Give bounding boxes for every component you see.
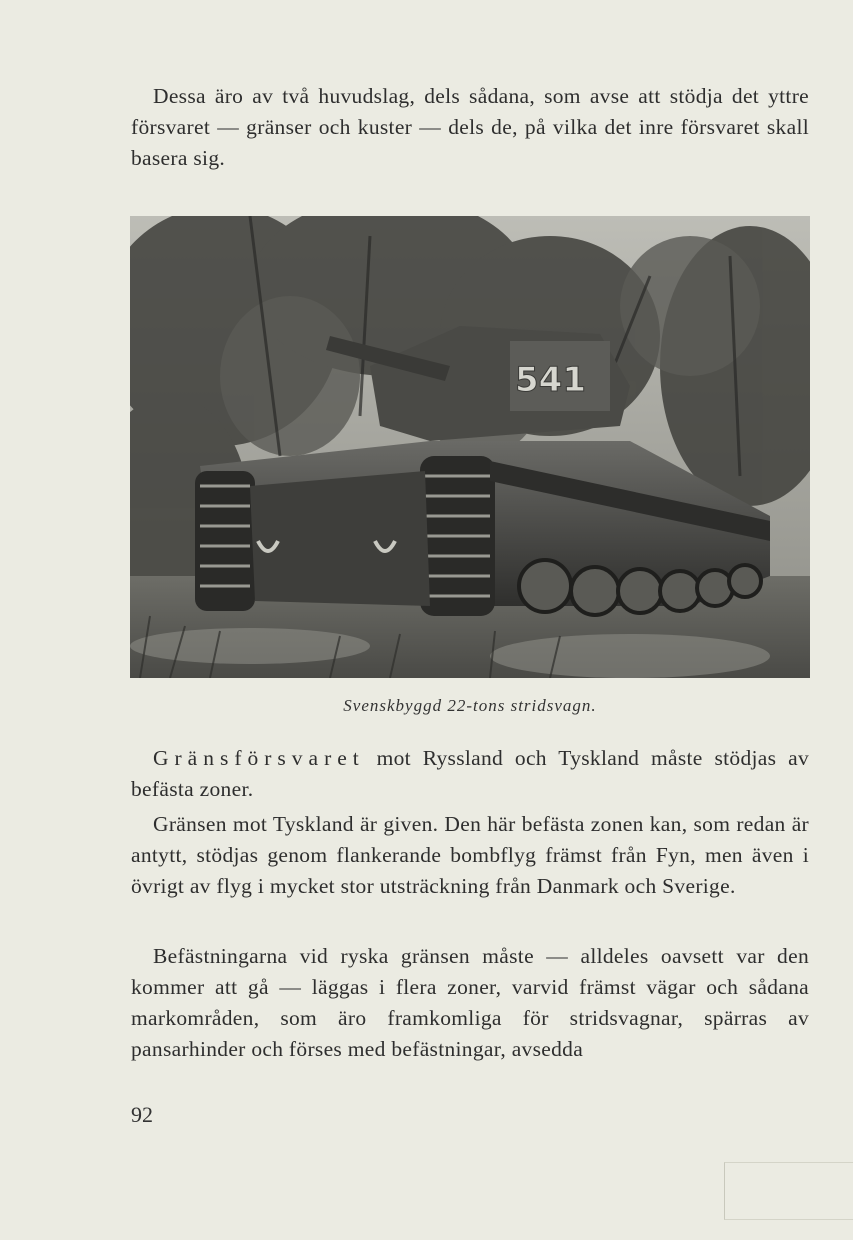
- turret-number: 541: [515, 360, 586, 400]
- paragraph-russian-border: Befästningarna vid ryska gränsen måste — alldeles oavsett var den kommer att gå — läggas i flera zoner, varvid främst vägar och sådana markområden, som äro framkomliga för stridsvagnar, spärras av pansarhinder och förses med befästningar, avsedda: [131, 944, 809, 1061]
- tank-photograph: [130, 216, 810, 678]
- scan-edge-mark: [724, 1162, 853, 1220]
- paragraph-border-defense: [131, 743, 809, 805]
- paragraph-lead-term: Gränsförsvaret: [153, 746, 365, 770]
- paragraph-intro: Dessa äro av två huvudslag, dels sådana, som avse att stödja det yttre försvaret — gränser och kuster — dels de, på vilka det inre försvaret skall basera sig.: [131, 84, 809, 170]
- paragraph-text: mot Ryssland och Tyskland måste stödjas av befästa zoner.: [131, 746, 809, 801]
- paragraph-german-border: Gränsen mot Tyskland är given. Den här befästa zonen kan, som redan är antytt, stödjas genom flankerande bombflyg främst från Fyn, men även i övrigt av flyg i mycket stor utsträckning från Danmark och Sverige.: [131, 812, 809, 898]
- photo-caption: Svenskbyggd 22-tons stridsvagn.: [343, 696, 597, 715]
- page-number: 92: [131, 1102, 153, 1127]
